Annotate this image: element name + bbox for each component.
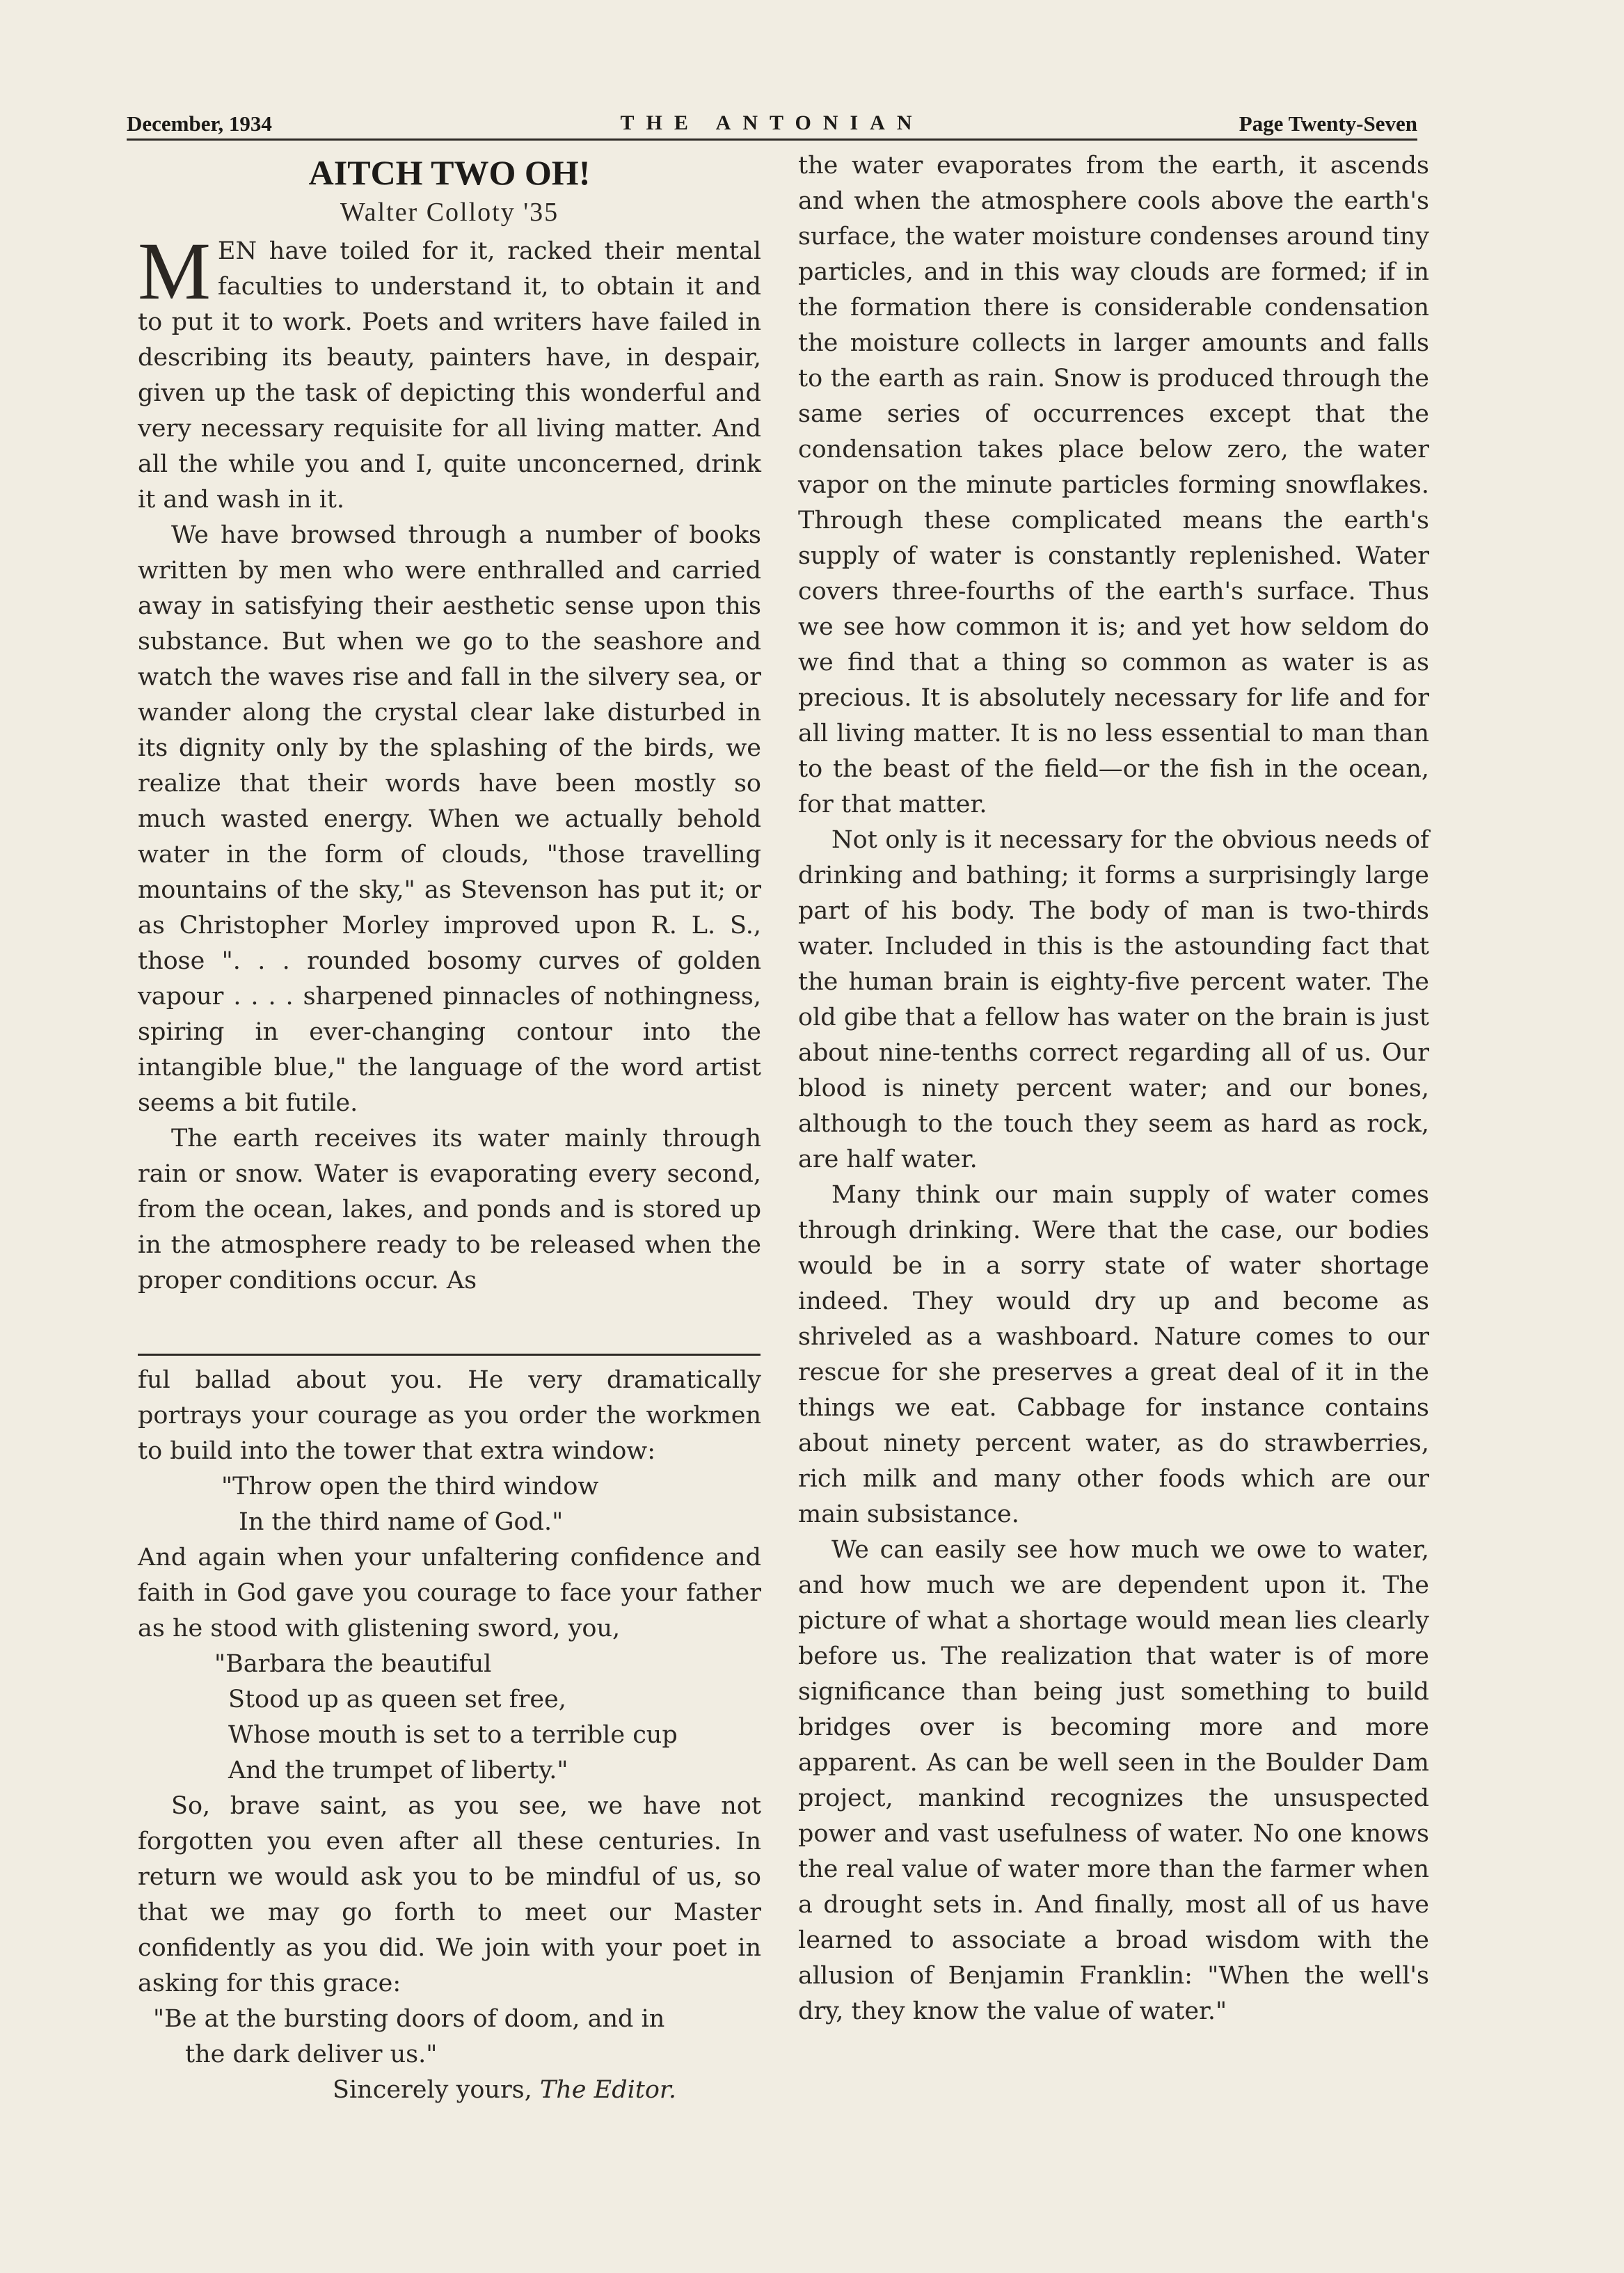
verse-line-5: Whose mouth is set to a terrible cup (228, 1721, 678, 1749)
header-rule (127, 138, 1417, 141)
header-magazine-title: THE ANTONIAN (620, 111, 924, 134)
column-divider-rule (138, 1354, 761, 1356)
quote-line-1: "Be at the bursting doors of doom, and in (153, 2005, 665, 2033)
verse-line-4: Stood up as queen set free, (228, 1686, 566, 1713)
running-header (127, 111, 1417, 136)
article-right-paragraph-1: the water evaporates from the earth, it ascends and when the atmosphere cools above the earth's surface, the water moisture condenses around tiny particles, and in this way clouds are formed; if in the formation there is considerable condensation the moisture collects in larger amounts and falls to the earth as rain. Snow is produced through the same series of occurrences except that the condensation takes place below zero, the water vapor on the minute particles forming snowflakes. Through these complicated means the earth's supply of water is constantly replenished. Water covers three-fourths of the earth's surface. Thus we see how common it is; and yet how seldom do we find that a thing so common as water is as precious. It is absolutely necessary for life and for all living matter. It is no less essential to man than to the beast of the field—or the fish in the ocean, for that matter. (798, 152, 1429, 818)
letter-signature (138, 2073, 761, 2108)
article-paragraph-3: The earth receives its water mainly through rain or snow. Water is evaporating every second, from the ocean, lakes, and ponds and is stored up in the atmosphere ready to be released when the proper conditions occur. As (138, 1125, 761, 1294)
letter-paragraph-1: ful ballad about you. He very dramatically portrays your courage as you order the workmen to build into the tower that extra window: (138, 1366, 761, 1465)
article-title: AITCH TWO OH! (308, 153, 591, 192)
article-column-left (138, 152, 761, 1299)
letter-paragraph-2: And again when your unfaltering confidence and faith in God gave you courage to face your father as he stood with glistening sword, you, (138, 1544, 761, 1642)
drop-cap: M (138, 225, 211, 317)
article-column-right (798, 148, 1429, 2029)
verse-line-2: In the third name of God." (239, 1508, 564, 1536)
signature-prefix: Sincerely yours, (333, 2076, 532, 2104)
signature-name: The Editor. (539, 2076, 676, 2104)
verse-line-6: And the trumpet of liberty." (228, 1757, 568, 1784)
verse-line-1: "Throw open the third window (221, 1473, 599, 1500)
header-page-number: Page Twenty-Seven (1239, 111, 1417, 136)
letter-paragraph-3: So, brave saint, as you see, we have not forgotten you even after all these centuries. In return we would ask you to be mindful of us, so that we may go forth to meet our Master confidently as you did. We join with your poet in asking for this grace: (138, 1792, 761, 1997)
quote-line-2: the dark deliver us." (185, 2041, 438, 2068)
article-right-paragraph-4: We can easily see how much we owe to water, and how much we are dependent upon it. The picture of what a shortage would mean lies clearly before us. The realization that water is of more significance than being just something to build bridges over is becoming more and more apparent. As can be well seen in the Boulder Dam project, mankind recognizes the unsuspected power and vast usefulness of water. No one knows the real value of water more than the farmer when a drought sets in. And finally, most all of us have learned to associate a broad wisdom with the allusion of Benjamin Franklin: "When the well's dry, they know the value of water." (798, 1536, 1429, 2025)
article-paragraph-1 (138, 225, 761, 518)
article-paragraph-1-text: EN have toiled for it, racked their mental faculties to understand it, to obtain it and to put it to work. Poets and writers have failed in describing its beauty, painters have, in despair, given up the task of depicting this wonderful and very necessary requisite for all living matter. And all the while you and I, quite unconcerned, drink it and wash in it. (138, 237, 761, 514)
article-right-paragraph-2: Not only is it necessary for the obvious needs of drinking and bathing; it forms a surprisingly large part of his body. The body of man is two-thirds water. Included in this is the astounding fact that the human brain is eighty-five percent water. The old gibe that a fellow has water on the brain is just about nine-tenths correct regarding all of us. Our blood is ninety percent water; and our bones, although to the touch they seem as hard as rock, are half water. (798, 826, 1429, 1173)
letter-continuation (138, 1363, 761, 2108)
verse-line-3: "Barbara the beautiful (214, 1650, 492, 1678)
header-date: December, 1934 (127, 111, 272, 136)
article-author: Walter Colloty '35 (340, 198, 559, 227)
article-right-paragraph-3: Many think our main supply of water comes through drinking. Were that the case, our bodies would be in a sorry state of water shortage indeed. They would dry up and become as shriveled as a washboard. Nature comes to our rescue for she preserves a great deal of it in the things we eat. Cabbage for instance contains about ninety percent water, as do strawberries, rich milk and many other foods which are our main subsistance. (798, 1181, 1429, 1528)
article-paragraph-2: We have browsed through a number of books written by men who were enthralled and carried away in satisfying their aesthetic sense upon this substance. But when we go to the seashore and watch the waves rise and fall in the silvery sea, or wander along the crystal clear lake disturbed in its dignity only by the splashing of the birds, we realize that their words have been mostly so much wasted energy. When we actually behold water in the form of clouds, "those travelling mountains of the sky," as Stevenson has put it; or as Christopher Morley improved upon R. L. S., those ". . . rounded bosomy curves of golden vapour . . . . sharpened pinnacles of nothingness, spiring in ever-changing contour into the intangible blue," the language of the word artist seems a bit futile. (138, 521, 761, 1117)
